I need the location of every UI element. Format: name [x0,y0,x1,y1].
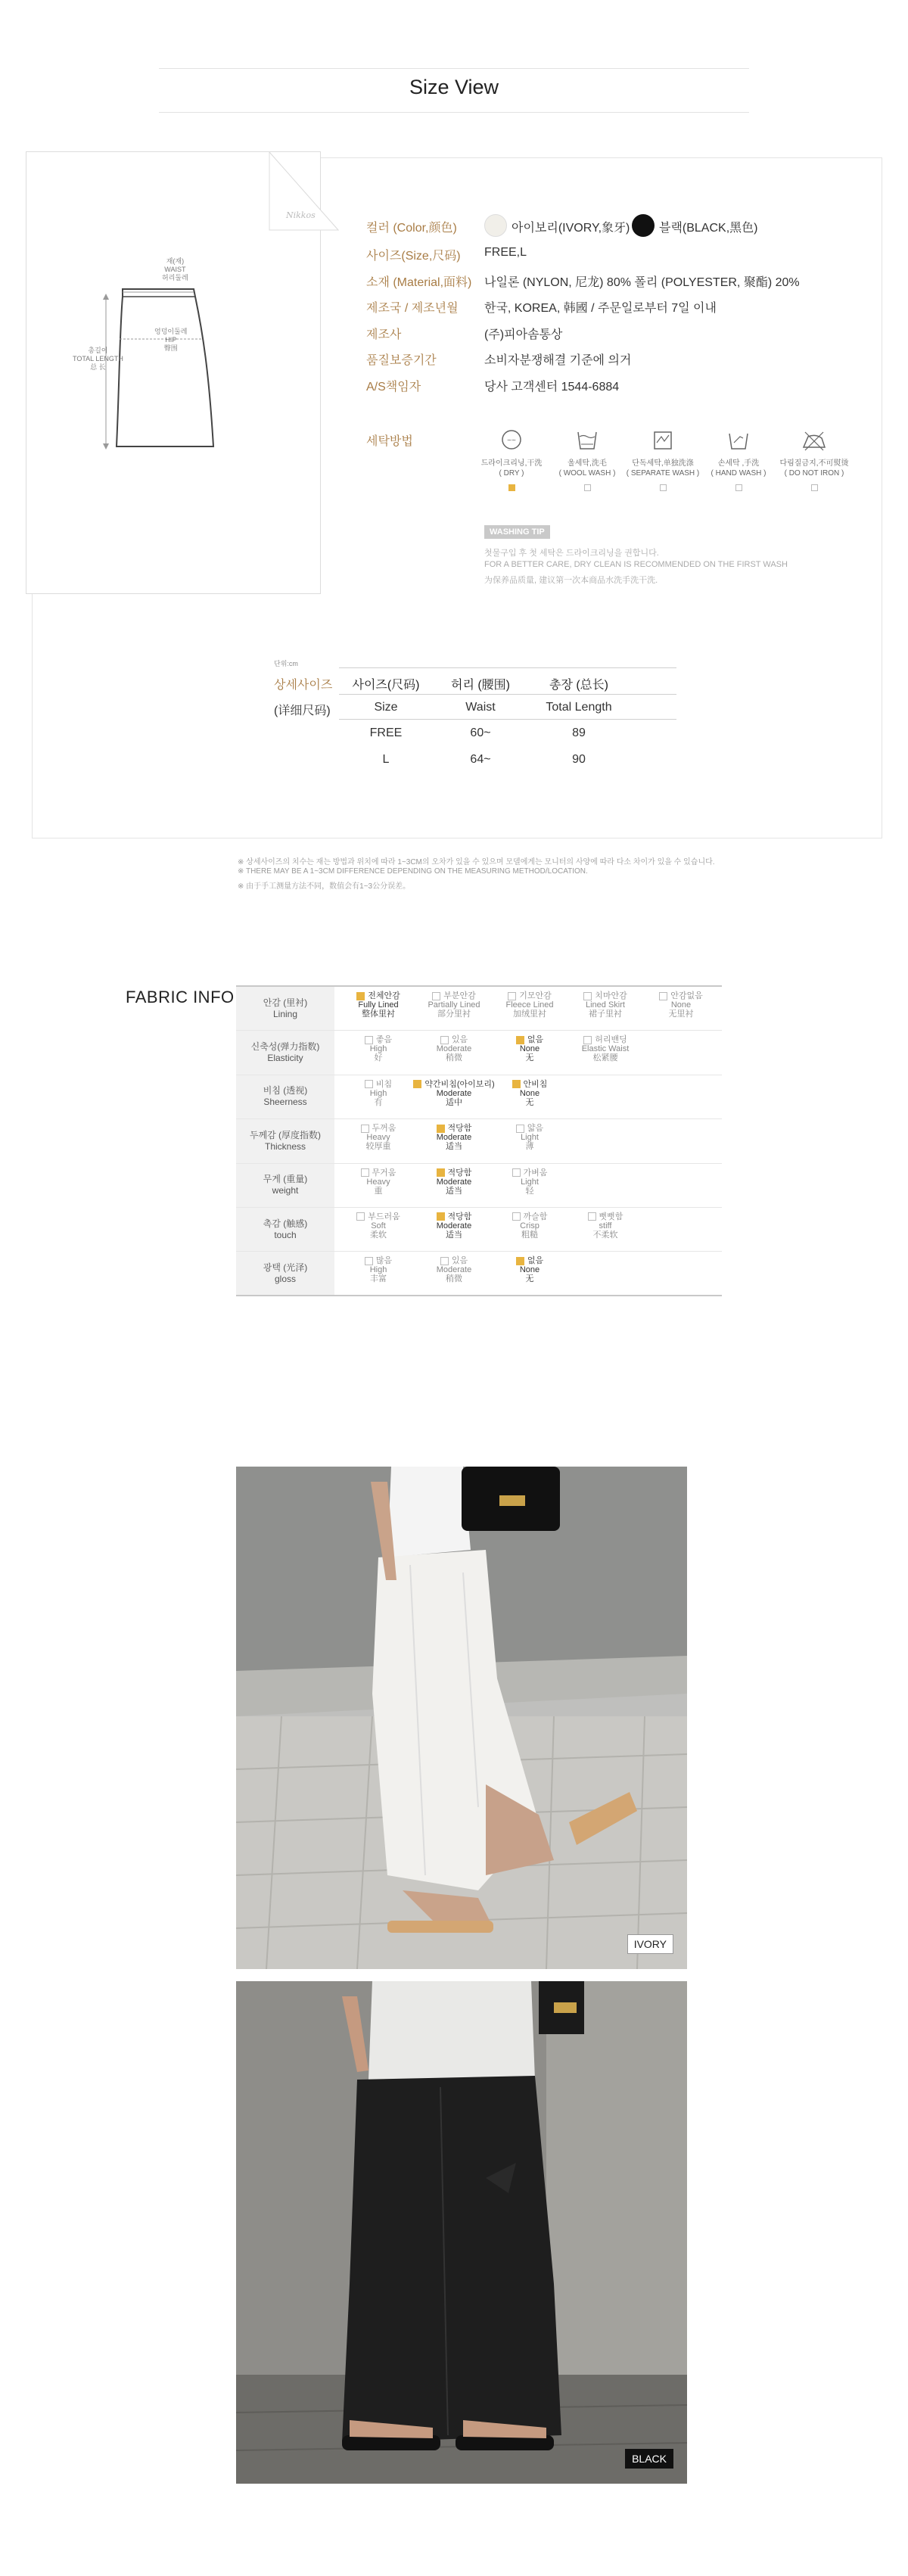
color-label: 컬러 (Color,颜色) [366,222,457,235]
fabric-option-cn: 较厚重 [365,1142,391,1152]
fabric-checkbox [356,992,365,1000]
fabric-option-ko: 있음 [451,1035,468,1045]
fabric-option-en: Moderate [436,1133,472,1143]
fabric-checkbox [361,1125,369,1133]
waist-label: 재(재) WAIST 허리둘레 [162,257,188,282]
fabric-option [492,1124,568,1151]
fabric-option-ko: 많음 [375,1256,393,1266]
fabric-option-cn: 重 [374,1186,383,1196]
wash-check [508,484,515,491]
fabric-option-ko: 좋음 [375,1035,393,1045]
fabric-row [236,1031,722,1075]
sub-header-waist: Waist [465,701,496,714]
fabric-row-header-line: Lining [272,1008,298,1019]
fabric-option [340,991,416,1019]
wash-check [811,484,818,491]
fabric-option-cn: 适当 [446,1186,462,1196]
fabric-row-header [236,1119,334,1162]
fabric-option-ko: 부분안감 [443,991,476,1000]
table-cell: 89 [572,726,586,739]
fabric-info-title: FABRIC INFO [126,988,235,1006]
tip-line-cn: 为保养品质量, 建议第一次本商品水洗手洗干洗. [484,576,658,585]
fabric-option [492,1212,568,1240]
fabric-option-en: Lined Skirt [586,1000,625,1010]
fabric-option [492,1168,568,1196]
fabric-checkbox [512,1212,521,1221]
fabric-option [492,1256,568,1283]
fabric-option-cn: 轻 [525,1186,534,1196]
fabric-checkbox [365,1036,373,1044]
fabric-option-cn: 加绒里衬 [513,1010,546,1019]
wash-check [584,484,591,491]
fabric-checkbox [440,1257,449,1265]
fabric-option-ko: 치마안감 [595,991,627,1000]
wash-item-noiron: 다림질금지,不可熨烫 ( DO NOT IRON ) [776,428,852,491]
fabric-option-cn: 丰富 [370,1274,387,1284]
wash-item-wool: 울세탁,洗毛 ( WOOL WASH ) [549,428,625,491]
fabric-option [340,1256,416,1283]
fabric-row-header-line: Sheerness [263,1097,307,1108]
size-table-title-cn: (详细尺码) [274,705,331,717]
fabric-option-cn: 无 [525,1053,534,1063]
size-label: 사이즈(Size,尺码) [366,250,461,263]
fabric-checkbox [413,1080,421,1088]
note-line: ※ 由于手工测量方法不同，数值会有1~3公分误差。 [238,882,411,891]
manufacturer-label: 제조사 [366,328,402,341]
fabric-option-ko: 가벼움 [523,1168,548,1178]
material-label: 소재 (Material,面料) [366,276,472,289]
ivory-model-photo [236,1467,687,1969]
fabric-option-ko: 까슬함 [523,1212,548,1221]
sub-header-length: Total Length [546,701,612,714]
fabric-option [568,1035,643,1062]
fabric-option-cn: 部分里衬 [437,1010,471,1019]
black-photo-art [236,1981,687,2484]
material-value: 나일론 (NYLON, 尼龙) 80% 폴리 (POLYESTER, 聚酯) 20% [484,276,800,289]
wash-check [735,484,742,491]
fabric-row [236,1075,722,1119]
fabric-row-header-line: 안감 (里衬) [263,997,308,1008]
fabric-option-en: None [670,1000,692,1010]
size-unit: 단위:cm [274,660,298,667]
fabric-row-header-line: Thickness [264,1140,306,1152]
wash-item-dry: ~~ 드라이크리닝,干洗 ( DRY ) [474,428,549,491]
wash-check [660,484,667,491]
fabric-option-en: None [519,1088,540,1098]
fabric-option-cn: 薄 [525,1142,534,1152]
fabric-option-en: Moderate [436,1088,472,1098]
size-value: FREE,L [484,246,527,259]
black-swatch [632,214,655,237]
sub-header-size: Size [374,701,398,714]
fabric-row-header [236,1075,334,1118]
fabric-option-en: High [369,1265,387,1275]
fabric-option [416,1212,492,1240]
table-cell: 90 [572,753,586,766]
fabric-row-header-line: 신축성(弹力指数) [250,1041,320,1053]
fabric-option-ko: 있음 [451,1256,468,1266]
fabric-option [568,991,643,1019]
table-cell: 60~ [470,726,491,739]
fabric-row-header-line: 비침 (透视) [263,1085,308,1097]
fabric-checkbox [508,992,516,1000]
col-header-size: 사이즈(尺码) [352,679,420,692]
fabric-checkbox [365,1257,373,1265]
fabric-checkbox [365,1080,373,1088]
fabric-option-en: None [519,1265,540,1275]
fabric-option-ko: 허리밴딩 [595,1035,627,1045]
ivory-swatch [484,214,507,237]
note-line: ※ THERE MAY BE A 1~3CM DIFFERENCE DEPENDING ON THE MEASURING METHOD/LOCATION. [238,867,588,876]
fabric-checkbox [361,1168,369,1177]
black-tag: BLACK [625,2449,673,2469]
fabric-option-cn: 粗糙 [521,1230,538,1240]
fabric-option-ko: 적당함 [447,1212,472,1221]
fabric-option [416,1168,492,1196]
table-cell: FREE [369,726,403,739]
as-label: A/S책임자 [366,381,421,394]
fabric-option-cn: 无里衬 [668,1010,694,1019]
manufacturer-value: (주)피아솜통상 [484,328,563,341]
fabric-option-cn: 好 [374,1053,383,1063]
size-table-title: 상세사이즈 [274,679,333,692]
fabric-table [236,985,722,1296]
fabric-option-cn: 松紧腰 [592,1053,618,1063]
fabric-option [416,1256,492,1283]
fabric-option-ko: 약간비침(아이보리) [424,1079,495,1089]
separate-wash-icon [648,428,678,452]
fabric-option-en: None [519,1044,540,1054]
fabric-checkbox [512,1080,521,1088]
table-rule [339,667,676,668]
as-value: 당사 고객센터 1544-6884 [484,381,620,394]
fabric-row-header-line: weight [272,1185,299,1196]
table-rule [339,719,676,720]
fabric-option-en: High [369,1088,387,1098]
length-label: 총길이 TOTAL LENGTH 总 长 [73,347,123,371]
origin-label: 제조국 / 제조년월 [366,302,459,315]
wool-wash-icon [572,428,602,452]
hip-label: 엉덩이둘레 HIP 臀围 [154,328,188,352]
fabric-option-cn: 整体里衬 [362,1010,395,1019]
card-fold-corner [257,151,339,231]
fabric-option-ko: 없음 [527,1035,544,1045]
hand-wash-icon [723,428,754,452]
fabric-option-ko: 부드러움 [368,1212,400,1221]
fabric-row-header-line: 촉감 (触感) [263,1218,308,1229]
fabric-option [416,1124,492,1151]
dry-clean-icon [496,428,527,452]
divider [159,68,749,69]
fabric-row-header-line: 무게 (重量) [263,1174,308,1185]
fabric-option [416,1035,492,1062]
fabric-row-header [236,1252,334,1294]
fabric-option-en: Moderate [436,1177,472,1187]
fabric-row-header-line: Elasticity [267,1053,303,1064]
fabric-option [492,991,568,1019]
ivory-photo-art [236,1467,687,1969]
fabric-option-cn: 适中 [446,1097,462,1107]
fabric-row-header-line: 두께감 (厚度指数) [249,1129,322,1140]
fabric-checkbox [659,992,667,1000]
ivory-label: 아이보리(IVORY,象牙) [512,222,630,235]
fabric-option [340,1035,416,1062]
fabric-row-header [236,987,334,1030]
table-cell: 64~ [470,753,491,766]
fabric-option-ko: 무거움 [372,1168,396,1178]
tip-line-ko: 첫물구입 후 첫 세탁은 드라이크리닝을 권합니다. [484,549,659,558]
washing-tip-badge: WASHING TIP [484,525,550,539]
fabric-option [340,1168,416,1196]
fabric-option-ko: 안감없음 [670,991,703,1000]
fabric-option-ko: 적당함 [447,1124,472,1134]
fabric-checkbox [437,1125,445,1133]
fabric-checkbox [583,1036,592,1044]
black-label: 블랙(BLACK,黑色) [659,222,758,235]
fabric-option-ko: 뻣뻣함 [599,1212,623,1221]
fabric-option-ko: 비침 [375,1079,393,1089]
divider [159,112,749,113]
fabric-checkbox [512,1168,521,1177]
fabric-option-en: Crisp [520,1221,540,1230]
fabric-option-en: Light [521,1177,539,1187]
fabric-checkbox [588,1212,596,1221]
table-rule [339,694,676,695]
tip-line-en: FOR A BETTER CARE, DRY CLEAN IS RECOMMENDED ON THE FIRST WASH [484,560,788,569]
fabric-option-ko: 안비침 [523,1079,548,1089]
fabric-option [492,1035,568,1062]
black-model-photo [236,1981,687,2484]
fabric-row [236,1164,722,1208]
fabric-option-cn: 稍微 [446,1053,462,1063]
fabric-option-ko: 기모안감 [519,991,552,1000]
fabric-option-en: Moderate [436,1221,472,1230]
fabric-option-ko: 없음 [527,1256,544,1266]
fabric-option-en: Soft [371,1221,386,1230]
fabric-checkbox [516,1257,524,1265]
fabric-option [340,1124,416,1151]
fabric-checkbox [583,992,592,1000]
fabric-option-en: Partially Lined [428,1000,480,1010]
fabric-option-en: Heavy [366,1177,390,1187]
col-header-length: 총장 (总长) [549,679,608,692]
fabric-option-ko: 전체안감 [368,991,400,1000]
fabric-checkbox [516,1125,524,1133]
fabric-row-header-line: gloss [274,1273,296,1284]
fabric-row-header [236,1208,334,1251]
fabric-option-ko: 얇음 [527,1124,544,1134]
fabric-option-cn: 裙子里衬 [589,1010,622,1019]
fabric-option-en: stiff [599,1221,612,1230]
wash-item-hand: 손세탁 ,手洗 ( HAND WASH ) [701,428,776,491]
warranty-value: 소비자분쟁해결 기준에 의거 [484,354,632,367]
fabric-option [340,1212,416,1240]
fabric-option-cn: 柔软 [370,1230,387,1240]
fabric-option-en: Heavy [366,1133,390,1143]
no-iron-icon [799,428,829,452]
fabric-option [643,991,719,1019]
fabric-option-cn: 有 [374,1097,383,1107]
fabric-row [236,987,722,1031]
fabric-row-header [236,1164,334,1207]
fabric-row [236,1208,722,1252]
fabric-option-en: Fleece Lined [505,1000,554,1010]
fabric-option-cn: 不柔软 [592,1230,618,1240]
fabric-option-ko: 적당함 [447,1168,472,1178]
fabric-option-cn: 无 [525,1274,534,1284]
table-cell: L [382,753,390,766]
fabric-option-cn: 稍微 [446,1274,462,1284]
fabric-checkbox [432,992,440,1000]
fabric-option-cn: 适当 [446,1230,462,1240]
fabric-checkbox [437,1168,445,1177]
svg-text:~~: ~~ [507,437,516,445]
fabric-option [492,1080,568,1107]
fabric-row [236,1119,722,1163]
fabric-option-en: Light [521,1133,539,1143]
fabric-option-cn: 适当 [446,1142,462,1152]
fabric-checkbox [516,1036,524,1044]
ivory-tag: IVORY [627,1934,673,1954]
card-signature: Nikkos [286,210,316,220]
size-view-title: Size View [409,76,499,98]
fabric-row [236,1252,722,1296]
fabric-option-ko: 두꺼움 [372,1124,396,1134]
fabric-checkbox [437,1212,445,1221]
note-line: ※ 상세사이즈의 치수는 재는 방법과 위치에 따라 1~3CM의 오차가 있을 수 있으며 모델에게는 모니터의 사양에 따라 다소 차이가 있을 수 있습니다. [238,858,715,866]
fabric-option [416,1079,495,1107]
fabric-option [340,1080,416,1107]
washing-label: 세탁방법 [366,435,413,448]
fabric-option-en: High [369,1044,387,1054]
warranty-label: 품질보증기간 [366,354,437,367]
col-header-waist: 허리 (腰围) [450,679,510,692]
fabric-option-en: Moderate [436,1044,472,1054]
fabric-option-en: Elastic Waist [581,1044,630,1054]
fabric-row-header [236,1031,334,1074]
fabric-option-en: Fully Lined [358,1000,399,1010]
fabric-row-header-line: 광택 (光泽) [263,1262,308,1273]
fabric-option-cn: 无 [525,1097,534,1107]
fabric-row-header-line: touch [274,1229,297,1240]
wash-item-separate: 단독세탁,单独洗涤 ( SEPARATE WASH ) [625,428,701,491]
fabric-option [568,1212,643,1240]
origin-value: 한국, KOREA, 韩國 / 주문일로부터 7일 이내 [484,302,717,315]
fabric-checkbox [356,1212,365,1221]
fabric-checkbox [440,1036,449,1044]
fabric-option-en: Moderate [436,1265,472,1275]
fabric-option [416,991,492,1019]
